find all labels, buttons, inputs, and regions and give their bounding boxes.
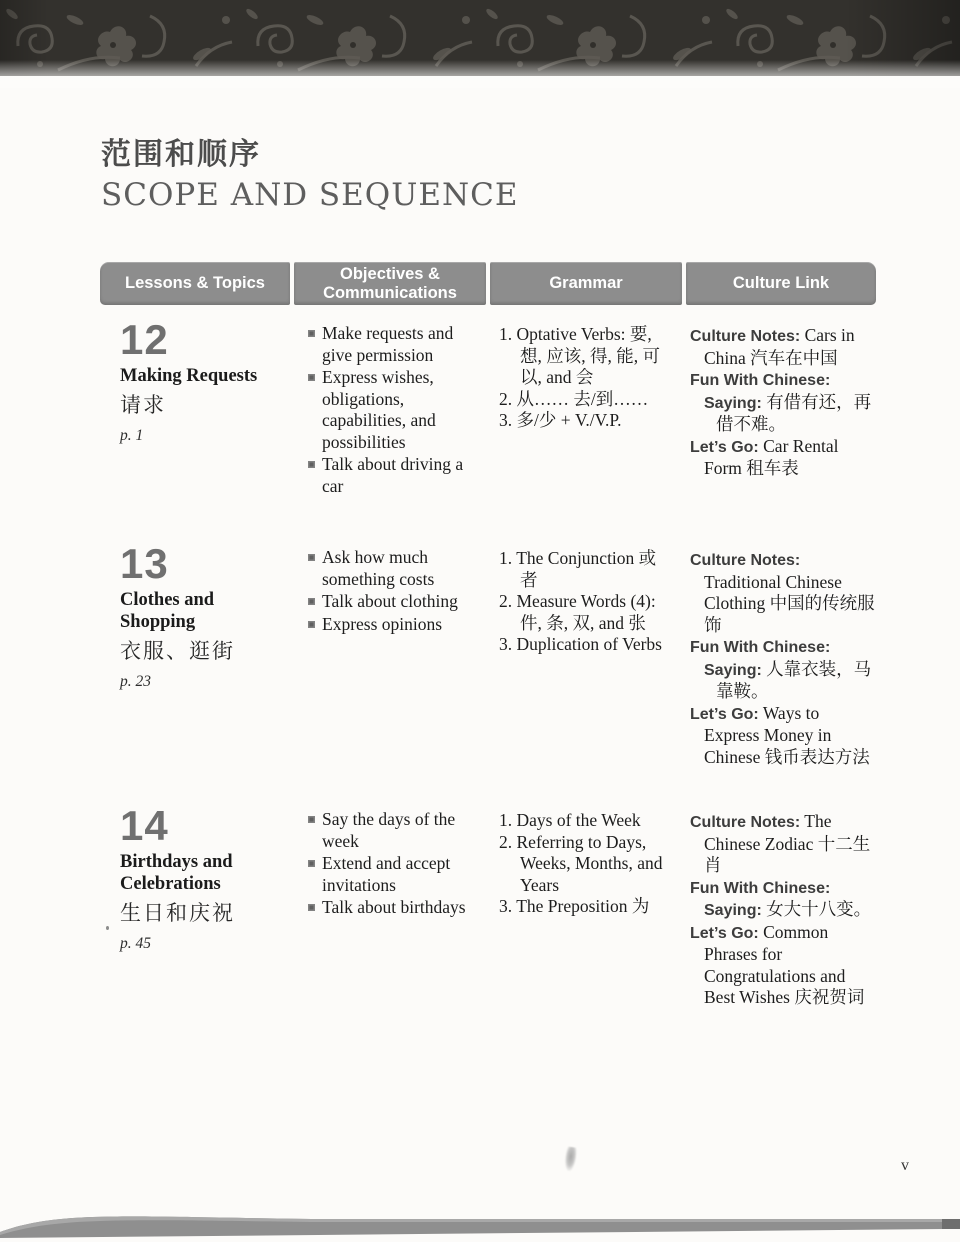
lesson-cell: [100, 802, 293, 1076]
objective-item: [308, 809, 471, 852]
grammar-text: The Preposition 为: [516, 896, 650, 916]
title-block: [101, 138, 518, 215]
page-number: v: [901, 1157, 909, 1174]
lesson-cell: [100, 540, 293, 791]
bullet-square-icon: [308, 904, 315, 911]
grammar-text: Measure Words (4): 件, 条, 双, and 张: [516, 591, 656, 633]
grammar-number: 3.: [499, 410, 513, 430]
grammar-number: 3.: [499, 634, 513, 654]
grammar-number: 2.: [499, 388, 513, 409]
saying-line: [704, 899, 876, 922]
culture-notes-text: The Chinese Zodiac 十二生肖: [704, 811, 871, 875]
objective-item: [308, 591, 471, 613]
grammar-cell: [489, 806, 685, 1076]
saying-label: Saying:: [704, 902, 762, 919]
grammar-text: 从…… 去/到……: [516, 388, 649, 409]
grammar-number: 1.: [499, 324, 513, 344]
grammar-number: 3.: [499, 896, 513, 916]
objective-text: Talk about clothing: [322, 591, 458, 611]
fun-with-chinese-label: Fun With Chinese:: [690, 372, 831, 389]
grammar-number: 2.: [499, 591, 513, 611]
grammar-item: [499, 591, 673, 634]
objective-text: Talk about driving a car: [322, 454, 464, 496]
fun-with-chinese: [690, 877, 876, 922]
grammar-text: 多/少 + V./V.P.: [516, 410, 622, 430]
lesson-title-chinese: 生日和庆祝: [120, 901, 235, 925]
culture-link-cell: [685, 320, 876, 529]
fun-with-chinese-label: Fun With Chinese:: [690, 879, 831, 897]
culture-notes-label: Culture Notes:: [690, 814, 801, 831]
objective-item: [308, 897, 471, 919]
grammar-item: [499, 324, 673, 389]
fun-with-chinese: [690, 636, 876, 703]
table-row: [100, 791, 876, 1076]
lesson-page-ref: p. 1: [120, 427, 144, 444]
lesson-title-chinese: 请求: [120, 393, 166, 417]
culture-notes-text: Cars in China 汽车在中国: [704, 325, 855, 368]
saying-text: 有借有还，再借不难。: [716, 391, 872, 434]
scope-sequence-table: [100, 262, 876, 1076]
objective-item: [308, 614, 471, 636]
bullet-square-icon: [308, 860, 315, 867]
bullet-square-icon: [308, 554, 315, 561]
saying-text: 人靠衣装，马靠鞍。: [716, 658, 872, 701]
lesson-page-ref: p. 45: [120, 935, 151, 952]
grammar-text: Optative Verbs: 要, 想, 应该, 得, 能, 可以, and 会: [516, 324, 660, 387]
grammar-text: Duplication of Verbs: [516, 634, 662, 654]
culture-notes: [690, 325, 876, 369]
lets-go-label: Let’s Go:: [690, 438, 759, 456]
grammar-item: [499, 548, 673, 591]
objectives-cell: [293, 320, 489, 529]
lesson-number: 13: [120, 540, 169, 587]
culture-link-cell: [685, 544, 876, 791]
header-culture-link: Culture Link: [686, 262, 876, 305]
objective-text: Extend and accept invitations: [322, 853, 451, 895]
lets-go-text: Ways to Express Money in Chinese 钱币表达方法: [704, 702, 870, 767]
grammar-number: 1.: [499, 548, 513, 568]
bullet-square-icon: [308, 330, 315, 337]
bullet-square-icon: [308, 461, 315, 468]
lets-go: [690, 922, 876, 1009]
saying-label: Saying:: [704, 394, 762, 412]
scan-smudge-artifact: [563, 1146, 577, 1171]
culture-notes-text: Traditional Chinese Clothing 中国的传统服饰: [704, 571, 875, 635]
objective-item: [308, 367, 471, 453]
page-curl-edge: [0, 1202, 960, 1242]
objective-text: Express opinions: [322, 613, 443, 634]
saying-line: [704, 659, 876, 703]
table-row: [100, 305, 876, 529]
lesson-title: Birthdays and Celebrations: [120, 852, 233, 894]
lesson-number: 14: [120, 802, 169, 849]
objective-text: Express wishes, obligations, capabilities, and possibilities: [322, 367, 436, 452]
lesson-title: Clothes and Shopping: [120, 590, 215, 632]
page-title-chinese: 范围和顺序: [101, 138, 261, 171]
objective-text: Make requests and give permission: [322, 323, 454, 365]
lesson-number: 12: [120, 316, 169, 363]
scan-dot-artifact: [106, 926, 109, 930]
objective-item: [308, 454, 471, 497]
grammar-text: Referring to Days, Weeks, Months, and Years: [516, 831, 663, 895]
lesson-page-ref: p. 23: [120, 673, 151, 690]
objective-text: Ask how much something costs: [322, 547, 435, 589]
bullet-square-icon: [308, 598, 315, 605]
bullet-square-icon: [308, 374, 315, 381]
tapestry-banner: [0, 0, 960, 88]
objective-text: Say the days of the week: [322, 809, 456, 851]
objective-item: [308, 547, 471, 590]
grammar-text: The Conjunction 或者: [516, 548, 657, 590]
objectives-cell: [293, 544, 489, 791]
fun-with-chinese-label: Fun With Chinese:: [690, 639, 831, 656]
grammar-number: 2.: [499, 831, 513, 852]
objective-text: Talk about birthdays: [322, 897, 466, 917]
grammar-number: 1.: [499, 810, 513, 830]
culture-link-cell: [685, 806, 876, 1076]
bullet-square-icon: [308, 621, 315, 628]
lesson-cell: [100, 316, 293, 529]
header-grammar: Grammar: [490, 262, 682, 305]
lets-go-label: Let’s Go:: [690, 705, 759, 723]
grammar-cell: [489, 320, 685, 529]
culture-notes: [690, 549, 876, 636]
fun-with-chinese: [690, 369, 876, 436]
grammar-item: [499, 634, 673, 656]
culture-notes: [690, 811, 876, 877]
lets-go: [690, 436, 876, 480]
header-lessons-topics: Lessons & Topics: [100, 262, 290, 305]
bullet-square-icon: [308, 816, 315, 823]
lesson-title: Making Requests: [120, 366, 258, 386]
grammar-item: [499, 832, 673, 897]
lesson-title-chinese: 衣服、逛街: [120, 639, 235, 663]
grammar-item: [499, 410, 673, 432]
page-title-english: SCOPE AND SEQUENCE: [101, 177, 519, 213]
grammar-item: [499, 389, 673, 411]
lets-go: [690, 703, 876, 769]
header-objectives-communications: Objectives & Communications: [294, 262, 486, 305]
grammar-item: [499, 896, 673, 918]
grammar-cell: [489, 544, 685, 791]
objectives-cell: [293, 806, 489, 1076]
tapestry-pattern-image: [0, 0, 960, 88]
saying-label: Saying:: [704, 661, 762, 679]
lets-go-text: Common Phrases for Congratulations and Best Wishes 庆祝贺词: [704, 921, 865, 1007]
lets-go-label: Let’s Go:: [690, 924, 759, 942]
grammar-item: [499, 810, 673, 832]
lets-go-text: Car Rental Form 租车表: [704, 435, 839, 478]
table-row: [100, 529, 876, 791]
culture-notes-label: Culture Notes:: [690, 552, 801, 569]
saying-line: [704, 392, 876, 436]
grammar-text: Days of the Week: [516, 810, 641, 830]
objective-item: [308, 323, 471, 366]
saying-text: 女大十八变。: [766, 899, 872, 919]
objective-item: [308, 853, 471, 896]
table-header-row: [100, 262, 876, 305]
culture-notes-label: Culture Notes:: [690, 328, 801, 345]
